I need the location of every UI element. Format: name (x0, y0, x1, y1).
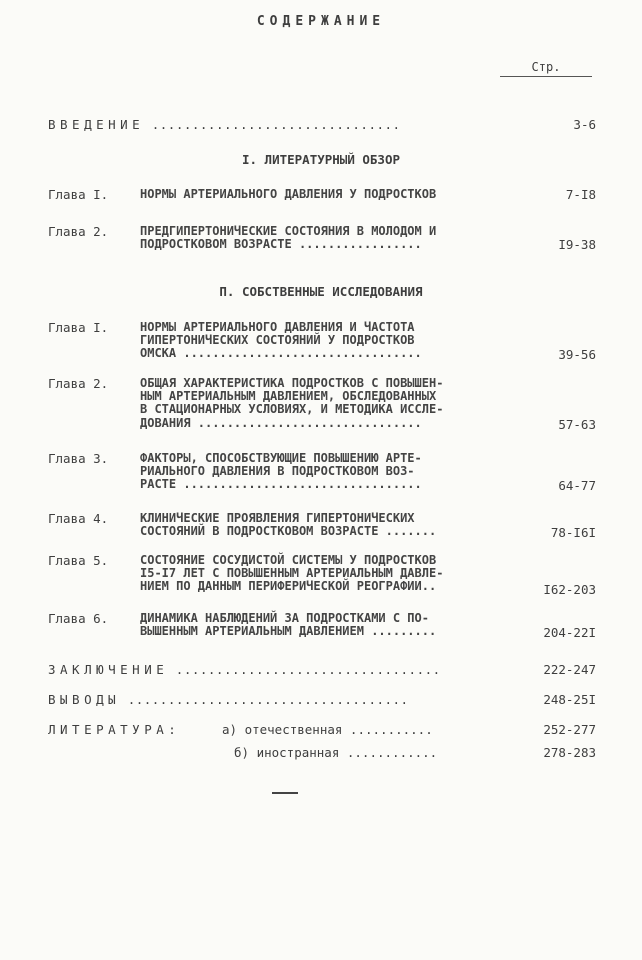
literature-foreign-pages: 278-283 (543, 745, 596, 760)
findings-dots: ................................... (127, 692, 409, 707)
entry-text: ДИНАМИКА НАБЛЮДЕНИЙ ЗА ПОДРОСТКАМИ С ПО- ВЫШЕННЫМ АРТЕРИАЛЬНЫМ ДАВЛЕНИЕМ ......... (140, 611, 437, 639)
entry-text: НОРМЫ АРТЕРИАЛЬНОГО ДАВЛЕНИЯ У ПОДРОСТКОВ (140, 187, 437, 201)
literature-domestic-pages: 252-277 (543, 722, 596, 737)
section-heading-2: П. СОБСТВЕННЫЕ ИССЛЕДОВАНИЯ (219, 284, 423, 299)
toc-entry (48, 377, 596, 433)
entry-label: Глава 2. (48, 224, 109, 239)
entry-label: Глава 6. (48, 611, 109, 626)
page-column-header: Стр. (500, 60, 592, 77)
entry-text: НОРМЫ АРТЕРИАЛЬНОГО ДАВЛЕНИЯ И ЧАСТОТА ГИПЕРТОНИЧЕСКИХ СОСТОЯНИЙ У ПОДРОСТКОВ ОМСКА ................................. (140, 320, 422, 361)
toc-literature (48, 723, 596, 736)
entry-pages: 78-I6I (550, 525, 596, 540)
toc-entry (48, 225, 596, 253)
entry-text: ОБЩАЯ ХАРАКТЕРИСТИКА ПОДРОСТКОВ С ПОВЫШЕН- НЫМ АРТЕРИАЛЬНЫМ ДАВЛЕНИЕМ, ОБСЛЕДОВАННЫХ В СТАЦИОНАРНЫХ УСЛОВИЯХ, И МЕТОДИКА ИССЛЕ- ДОВАНИЯ ............................... (140, 376, 444, 430)
toc-entry (48, 188, 596, 201)
intro-dots: ............................... (151, 117, 401, 132)
conclusion-dots: ................................. (175, 662, 441, 677)
entry-pages: 7-I8 (565, 187, 596, 202)
toc-entry (48, 612, 596, 640)
entry-pages: 39-56 (558, 347, 596, 362)
entry-label: Глава 5. (48, 553, 109, 568)
entry-label: Глава 3. (48, 451, 109, 466)
entry-label: Глава I. (48, 187, 109, 202)
entry-text: СОСТОЯНИЕ СОСУДИСТОЙ СИСТЕМЫ У ПОДРОСТКОВ I5-I7 ЛЕТ С ПОВЫШЕННЫМ АРТЕРИАЛЬНЫМ ДАВЛЕ- НИЕМ ПО ДАННЫМ ПЕРИФЕРИЧЕСКОЙ РЕОГРАФИИ.. (140, 553, 444, 594)
entry-text: ФАКТОРЫ, СПОСОБСТВУЮЩИЕ ПОВЫШЕНИЮ АРТЕ- РИАЛЬНОГО ДАВЛЕНИЯ В ПОДРОСТКОВОМ ВОЗ- РАСТЕ ................................. (140, 451, 422, 492)
literature-foreign: б) иностранная ............ (234, 745, 438, 760)
entry-pages: 64-77 (558, 478, 596, 493)
toc-entry (48, 452, 596, 494)
entry-pages: 204-22I (543, 625, 596, 640)
entry-text: ПРЕДГИПЕРТОНИЧЕСКИЕ СОСТОЯНИЯ В МОЛОДОМ И ПОДРОСТКОВОМ ВОЗРАСТЕ ................. (140, 224, 437, 252)
entry-pages: 57-63 (558, 417, 596, 432)
toc-intro (48, 118, 596, 131)
intro-label: ВВЕДЕНИЕ (48, 117, 145, 132)
toc-conclusion (48, 663, 596, 676)
toc-entry (48, 512, 596, 540)
end-dash (272, 792, 298, 794)
conclusion-label: ЗАКЛЮЧЕНИЕ (48, 662, 169, 677)
entry-pages: I9-38 (558, 237, 596, 252)
entry-pages: I62-203 (543, 582, 596, 597)
literature-label: ЛИТЕРАТУРА: (48, 722, 181, 737)
entry-label: Глава 4. (48, 511, 109, 526)
toc-findings (48, 693, 596, 706)
page-title: СОДЕРЖАНИЕ (256, 14, 386, 29)
conclusion-pages: 222-247 (543, 662, 596, 677)
findings-label: ВЫВОДЫ (48, 692, 121, 707)
entry-label: Глава I. (48, 320, 109, 335)
entry-label: Глава 2. (48, 376, 109, 391)
literature-domestic: а) отечественная ........... (222, 722, 433, 737)
toc-entry (48, 321, 596, 363)
intro-pages: 3-6 (573, 117, 596, 132)
section-heading-1: I. ЛИТЕРАТУРНЫЙ ОБЗОР (241, 152, 401, 167)
findings-pages: 248-25I (543, 692, 596, 707)
entry-text: КЛИНИЧЕСКИЕ ПРОЯВЛЕНИЯ ГИПЕРТОНИЧЕСКИХ СОСТОЯНИЙ В ПОДРОСТКОВОМ ВОЗРАСТЕ ....... (140, 511, 437, 539)
toc-entry (48, 554, 596, 596)
